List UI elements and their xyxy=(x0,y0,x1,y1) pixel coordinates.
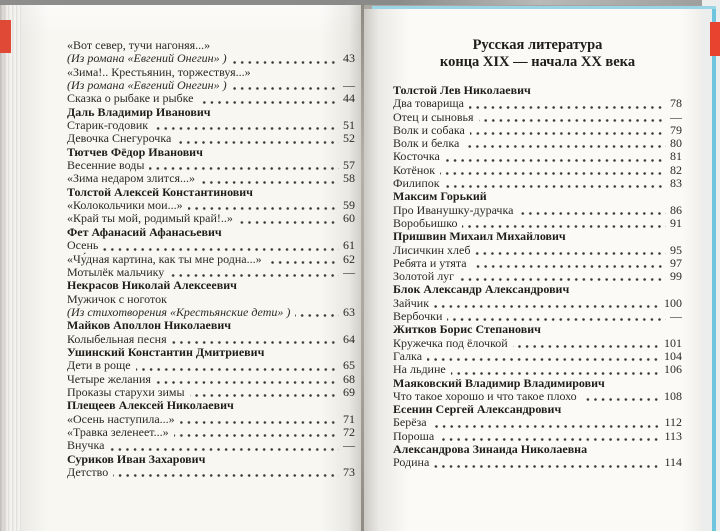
toc-entry-title: (Из стихотворения «Крестьянские дети» ) xyxy=(67,304,291,319)
toc-entry-title: Родина xyxy=(393,455,430,470)
toc-page-number: 100 xyxy=(664,295,682,310)
toc-author-row xyxy=(67,346,355,359)
toc-entry-title: Кружечка под ёлочкой xyxy=(393,335,508,350)
toc-entry-title: «Вот север, тучи нагоняя...» xyxy=(67,38,211,52)
toc-page-number: — xyxy=(343,438,355,453)
dot-leader xyxy=(479,119,666,122)
toc-page-number: — xyxy=(343,264,355,279)
dot-leader xyxy=(238,221,339,224)
toc-entry-title: «Чу́дная картина, как ты мне родна...» xyxy=(67,251,262,266)
dot-leader xyxy=(153,127,339,130)
toc-entry-title: Четыре желания xyxy=(67,371,151,386)
toc-author-name: Маяковский Владимир Владимирович xyxy=(393,375,605,390)
toc-entry-row xyxy=(67,373,355,386)
dot-leader xyxy=(172,341,339,344)
chapter-heading-line2: конца XIX — начала XX века xyxy=(439,54,636,70)
toc-entry-row xyxy=(393,124,682,137)
dot-leader xyxy=(464,145,666,148)
dot-leader xyxy=(513,345,662,348)
toc-author-row xyxy=(393,443,682,456)
toc-entry-row xyxy=(67,439,355,452)
toc-page-number: 65 xyxy=(343,358,355,373)
toc-page-number: 79 xyxy=(670,122,682,137)
right-page-toc xyxy=(393,37,682,470)
toc-entry-row xyxy=(67,359,355,372)
toc-author-name: Ушинский Константин Дмитриевич xyxy=(67,344,265,359)
dot-leader xyxy=(200,181,339,184)
toc-page-number: 73 xyxy=(343,465,355,479)
toc-entry-row xyxy=(393,350,682,363)
toc-entry-title: Старик-годовик xyxy=(67,118,149,133)
toc-entry-row xyxy=(393,204,682,217)
dot-leader xyxy=(232,61,339,64)
toc-entry-title: Про Иванушку-дурачка xyxy=(393,202,514,217)
toc-entry-row xyxy=(67,306,355,319)
toc-page-number: 114 xyxy=(664,455,682,470)
dot-leader xyxy=(149,167,339,170)
toc-page-number: 108 xyxy=(664,388,682,403)
toc-page-number: 51 xyxy=(343,118,355,133)
toc-entry-title: Девочка Снегурочка xyxy=(67,131,172,146)
toc-entry-title: Колыбельная песня xyxy=(67,331,167,346)
toc-entry-row xyxy=(393,430,682,443)
toc-entry-title: Зайчик xyxy=(393,295,430,310)
toc-author-name: Толстой Алексей Константинович xyxy=(67,184,253,199)
toc-entry-row xyxy=(67,79,355,92)
toc-author-name: Блок Александр Александрович xyxy=(393,282,570,297)
dot-leader xyxy=(267,261,339,264)
toc-page-number: — xyxy=(670,109,682,124)
book-spine-gutter xyxy=(361,5,364,531)
toc-entry-row xyxy=(393,456,682,469)
toc-page-number: — xyxy=(670,309,682,324)
toc-author-row xyxy=(67,399,355,412)
toc-entry-row xyxy=(67,132,355,145)
dot-leader xyxy=(432,425,663,428)
toc-entry-title: Филипок xyxy=(393,176,440,191)
toc-page-number: 83 xyxy=(670,176,682,191)
toc-entry-row xyxy=(393,164,682,177)
toc-entry-row xyxy=(393,177,682,190)
toc-entry-title: Ребята и утята xyxy=(393,255,467,270)
toc-entry-row xyxy=(67,426,355,439)
toc-page-number: 86 xyxy=(670,202,682,217)
toc-page-number: 91 xyxy=(670,215,682,230)
dot-leader xyxy=(469,106,666,109)
toc-entry-row xyxy=(67,386,355,399)
toc-author-row xyxy=(393,190,682,203)
toc-entry-row xyxy=(67,66,355,79)
toc-entry-row xyxy=(67,466,355,479)
toc-entry-title: Вербочки xyxy=(393,309,443,324)
toc-entry-row xyxy=(393,217,682,230)
dot-leader xyxy=(427,358,662,361)
red-cover-edge-right xyxy=(710,22,720,56)
toc-entry-title: Волк и белка xyxy=(393,136,460,151)
toc-page-number: 63 xyxy=(343,304,355,319)
toc-page-number: 69 xyxy=(343,384,355,399)
dot-leader xyxy=(440,172,666,175)
toc-page-number: 104 xyxy=(664,348,682,363)
dot-leader xyxy=(174,434,339,437)
dot-leader xyxy=(190,394,339,397)
toc-page-number: 112 xyxy=(664,415,682,430)
toc-entry-row xyxy=(67,266,355,279)
toc-author-row xyxy=(393,84,682,97)
toc-entry-title: Что такое хорошо и что такое плохо xyxy=(393,388,577,403)
toc-entry-title: Галка xyxy=(393,348,423,363)
toc-page-number: 59 xyxy=(343,198,355,213)
toc-entry-title: На льдине xyxy=(393,362,446,377)
toc-entry-title: Осень xyxy=(67,238,99,253)
toc-author-name: Максим Горький xyxy=(393,189,487,204)
toc-page-number: 71 xyxy=(343,411,355,426)
toc-entry-row xyxy=(67,159,355,172)
toc-entry-row xyxy=(393,416,682,429)
toc-entry-row xyxy=(67,52,355,65)
toc-author-name: Александрова Зинаида Николаевна xyxy=(393,442,588,457)
toc-entry-row xyxy=(67,172,355,185)
chapter-heading xyxy=(393,37,682,71)
toc-entry-row xyxy=(67,239,355,252)
dot-leader xyxy=(439,438,662,441)
toc-author-name: Житков Борис Степанович xyxy=(393,322,541,337)
dot-leader xyxy=(295,314,339,317)
toc-entry-row xyxy=(67,293,355,306)
toc-author-row xyxy=(393,403,682,416)
toc-entry-title: «Зима!.. Крестьянин, торжествуя...» xyxy=(67,64,251,79)
toc-entry-row xyxy=(67,212,355,225)
dot-leader xyxy=(447,318,666,321)
toc-page-number: 82 xyxy=(670,162,682,177)
toc-entry-title: Мотылёк мальчику xyxy=(67,264,165,279)
toc-page-number: 57 xyxy=(343,158,355,173)
toc-entry-row xyxy=(67,119,355,132)
toc-page-number: 80 xyxy=(670,136,682,151)
toc-entry-row xyxy=(393,97,682,110)
right-page xyxy=(363,9,702,531)
toc-page-number: 61 xyxy=(343,238,355,253)
toc-entry-row xyxy=(67,92,355,105)
dot-leader xyxy=(188,207,339,210)
toc-entry-row xyxy=(393,310,682,323)
page-edges-left xyxy=(0,5,21,531)
toc-entry-row xyxy=(67,199,355,212)
toc-author-row xyxy=(393,283,682,296)
toc-author-row xyxy=(67,279,355,292)
toc-entry-title: Косточка xyxy=(393,149,440,164)
toc-author-name: Майков Аполлон Николаевич xyxy=(67,318,232,333)
toc-author-row xyxy=(393,377,682,390)
toc-author-name: Толстой Лев Николаевич xyxy=(393,83,531,97)
toc-entry-row xyxy=(67,253,355,266)
dot-leader xyxy=(434,305,662,308)
toc-entry-title: Волк и собака xyxy=(393,122,465,137)
toc-author-name: Плещеев Алексей Николаевич xyxy=(67,398,234,413)
toc-entry-row xyxy=(393,111,682,124)
toc-list-right xyxy=(393,84,682,470)
toc-entry-row xyxy=(393,257,682,270)
toc-author-row xyxy=(393,323,682,336)
dot-leader xyxy=(462,225,666,228)
dot-leader xyxy=(113,474,339,477)
toc-author-row xyxy=(67,319,355,332)
dot-leader xyxy=(180,421,339,424)
dot-leader xyxy=(451,372,662,375)
left-page xyxy=(21,5,363,531)
red-cover-edge-left xyxy=(0,20,11,53)
toc-page-number: 78 xyxy=(670,96,682,111)
toc-entry-row xyxy=(393,297,682,310)
toc-entry-title: Мужичок с ноготок xyxy=(67,291,167,306)
toc-page-number: 97 xyxy=(670,255,682,270)
dot-leader xyxy=(176,141,339,144)
dot-leader xyxy=(475,252,666,255)
toc-page-number: 68 xyxy=(343,371,355,386)
dot-leader xyxy=(109,448,339,451)
toc-entry-title: Сказка о рыбаке и рыбке xyxy=(67,91,194,106)
toc-entry-row xyxy=(67,413,355,426)
toc-entry-title: (Из романа «Евгений Онегин» ) xyxy=(67,78,227,93)
toc-author-row xyxy=(67,146,355,159)
dot-leader xyxy=(199,101,340,104)
toc-entry-title: Дети в роще xyxy=(67,358,131,373)
scan-margin-right xyxy=(702,0,720,531)
toc-page-number: 72 xyxy=(343,424,355,439)
toc-entry-title: Воробьишко xyxy=(393,215,458,230)
toc-list-left xyxy=(67,39,355,479)
toc-entry-title: Внучка xyxy=(67,438,105,453)
scan-edge-line-vertical xyxy=(712,6,716,531)
toc-author-name: Есенин Сергей Александрович xyxy=(393,402,562,417)
dot-leader xyxy=(445,159,666,162)
toc-entry-title: «Осень наступила...» xyxy=(67,411,175,426)
dot-leader xyxy=(470,132,666,135)
toc-author-name: Суриков Иван Захарович xyxy=(67,451,206,466)
toc-entry-title: Проказы старухи зимы xyxy=(67,384,185,399)
toc-entry-title: «Травка зеленеет...» xyxy=(67,424,169,439)
toc-author-name: Фет Афанасий Афанасьевич xyxy=(67,224,222,239)
toc-entry-row xyxy=(393,137,682,150)
toc-entry-row xyxy=(393,337,682,350)
toc-author-row xyxy=(67,186,355,199)
toc-entry-title: Пороша xyxy=(393,428,435,443)
dot-leader xyxy=(445,185,666,188)
toc-author-row xyxy=(393,230,682,243)
dot-leader xyxy=(459,278,666,281)
dot-leader xyxy=(136,368,339,371)
toc-page-number: — xyxy=(343,78,355,93)
dot-leader xyxy=(434,465,662,468)
toc-author-row xyxy=(67,106,355,119)
toc-author-row xyxy=(67,453,355,466)
toc-page-number: 106 xyxy=(664,362,682,377)
toc-page-number: 58 xyxy=(343,171,355,186)
dot-leader xyxy=(169,274,339,277)
toc-entry-title: Берёза xyxy=(393,415,427,430)
toc-author-row xyxy=(67,226,355,239)
toc-entry-row xyxy=(393,363,682,376)
toc-entry-title: Два товарища xyxy=(393,96,464,111)
toc-page-number: 113 xyxy=(664,428,682,443)
dot-leader xyxy=(518,212,666,215)
toc-author-name: Пришвин Михаил Михайлович xyxy=(393,229,566,244)
toc-page-number: 60 xyxy=(343,211,355,226)
dot-leader xyxy=(472,265,666,268)
toc-entry-row xyxy=(393,270,682,283)
toc-page-number: 43 xyxy=(343,51,355,66)
toc-page-number: 95 xyxy=(670,242,682,257)
chapter-heading-line1: Русская литература xyxy=(472,37,603,53)
left-page-toc xyxy=(67,39,355,479)
toc-page-number: 52 xyxy=(343,131,355,146)
toc-page-number: 62 xyxy=(343,251,355,266)
toc-page-number: 44 xyxy=(343,91,355,106)
toc-entry-row xyxy=(393,150,682,163)
toc-entry-title: Отец и сыновья xyxy=(393,109,474,124)
toc-entry-title: «Край ты мой, родимый край!..» xyxy=(67,211,233,226)
dot-leader xyxy=(156,381,339,384)
toc-entry-title: Весенние воды xyxy=(67,158,145,173)
dot-leader xyxy=(103,248,339,251)
toc-page-number: 64 xyxy=(343,331,355,346)
toc-entry-row xyxy=(393,390,682,403)
toc-page-number: 81 xyxy=(670,149,682,164)
toc-entry-row xyxy=(393,244,682,257)
toc-entry-title: Котёнок xyxy=(393,162,436,177)
toc-page-number: 99 xyxy=(670,269,682,284)
toc-entry-title: (Из романа «Евгений Онегин» ) xyxy=(67,51,227,66)
toc-page-number: 101 xyxy=(664,335,682,350)
toc-author-name: Тютчев Фёдор Иванович xyxy=(67,144,203,159)
toc-entry-title: «Зима недаром злится...» xyxy=(67,171,196,186)
scan-edge-line-top xyxy=(372,6,716,9)
toc-entry-row xyxy=(67,39,355,52)
dot-leader xyxy=(582,398,662,401)
toc-entry-title: «Колокольчики мои...» xyxy=(67,198,183,213)
toc-entry-title: Детство xyxy=(67,465,109,479)
toc-entry-row xyxy=(67,333,355,346)
toc-author-name: Некрасов Николай Алексеевич xyxy=(67,278,237,293)
dot-leader xyxy=(232,87,339,90)
toc-entry-title: Золотой луг xyxy=(393,269,455,284)
toc-author-name: Даль Владимир Иванович xyxy=(67,104,211,119)
toc-entry-title: Лисичкин хлеб xyxy=(393,242,471,257)
